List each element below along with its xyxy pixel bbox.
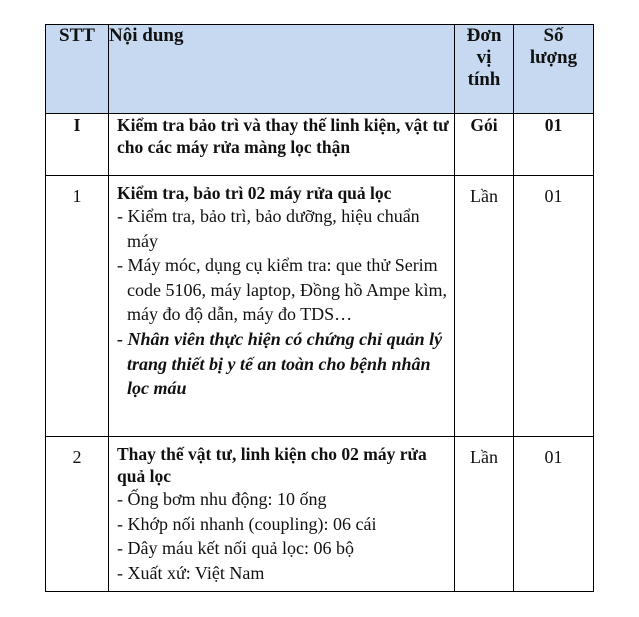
group-stt: I	[46, 114, 109, 176]
group-quantity: 01	[514, 114, 594, 176]
group-content: Kiểm tra bảo trì và thay thế linh kiện, vật tư cho các máy rửa màng lọc thận	[109, 114, 455, 176]
header-unit	[455, 25, 514, 114]
header-quantity-line: Số	[543, 25, 564, 46]
row-content	[109, 437, 455, 592]
row-content	[109, 176, 455, 437]
row-stt: 1	[46, 176, 109, 437]
header-unit-line: Đơn	[466, 25, 502, 46]
group-row	[46, 114, 594, 176]
header-stt: STT	[46, 25, 109, 114]
header-content: Nội dung	[109, 25, 455, 114]
header-unit-line: tính	[467, 69, 501, 90]
row-unit: Lần	[455, 176, 514, 437]
work-items-table	[45, 24, 594, 592]
row-bullet: - Kiểm tra, bảo trì, bảo dưỡng, hiệu chuẩn máy	[117, 206, 420, 251]
row-quantity: 01	[514, 437, 594, 592]
header-quantity-line: lượng	[529, 47, 578, 68]
row-stt: 2	[46, 437, 109, 592]
group-unit: Gói	[455, 114, 514, 176]
row-bullet: - Xuất xứ: Việt Nam	[117, 562, 265, 583]
table-row	[46, 437, 594, 592]
table-row	[46, 176, 594, 437]
row-unit: Lần	[455, 437, 514, 592]
header-row	[46, 25, 594, 114]
header-quantity	[514, 25, 594, 114]
row-bullet-emphasis: - Nhân viên thực hiện có chứng chỉ quản lý trang thiết bị y tế an toàn cho bệnh nhân lọc máu	[117, 328, 443, 399]
row-bullet: - Dây máu kết nối quả lọc: 06 bộ	[117, 538, 354, 559]
header-unit-line: vị	[476, 47, 492, 68]
row-title: Kiểm tra, bảo trì 02 máy rửa quả lọc	[117, 183, 392, 203]
row-quantity: 01	[514, 176, 594, 437]
row-bullet: - Máy móc, dụng cụ kiểm tra: que thử Serim code 5106, máy laptop, Đồng hồ Ampe kìm, máy đo độ dẫn, máy đo TDS…	[117, 255, 447, 325]
row-bullet: - Ống bơm nhu động: 10 ống	[117, 489, 327, 509]
row-bullet: - Khớp nối nhanh (coupling): 06 cái	[117, 513, 377, 534]
row-title: Thay thế vật tư, linh kiện cho 02 máy rửa quả lọc	[117, 444, 427, 486]
